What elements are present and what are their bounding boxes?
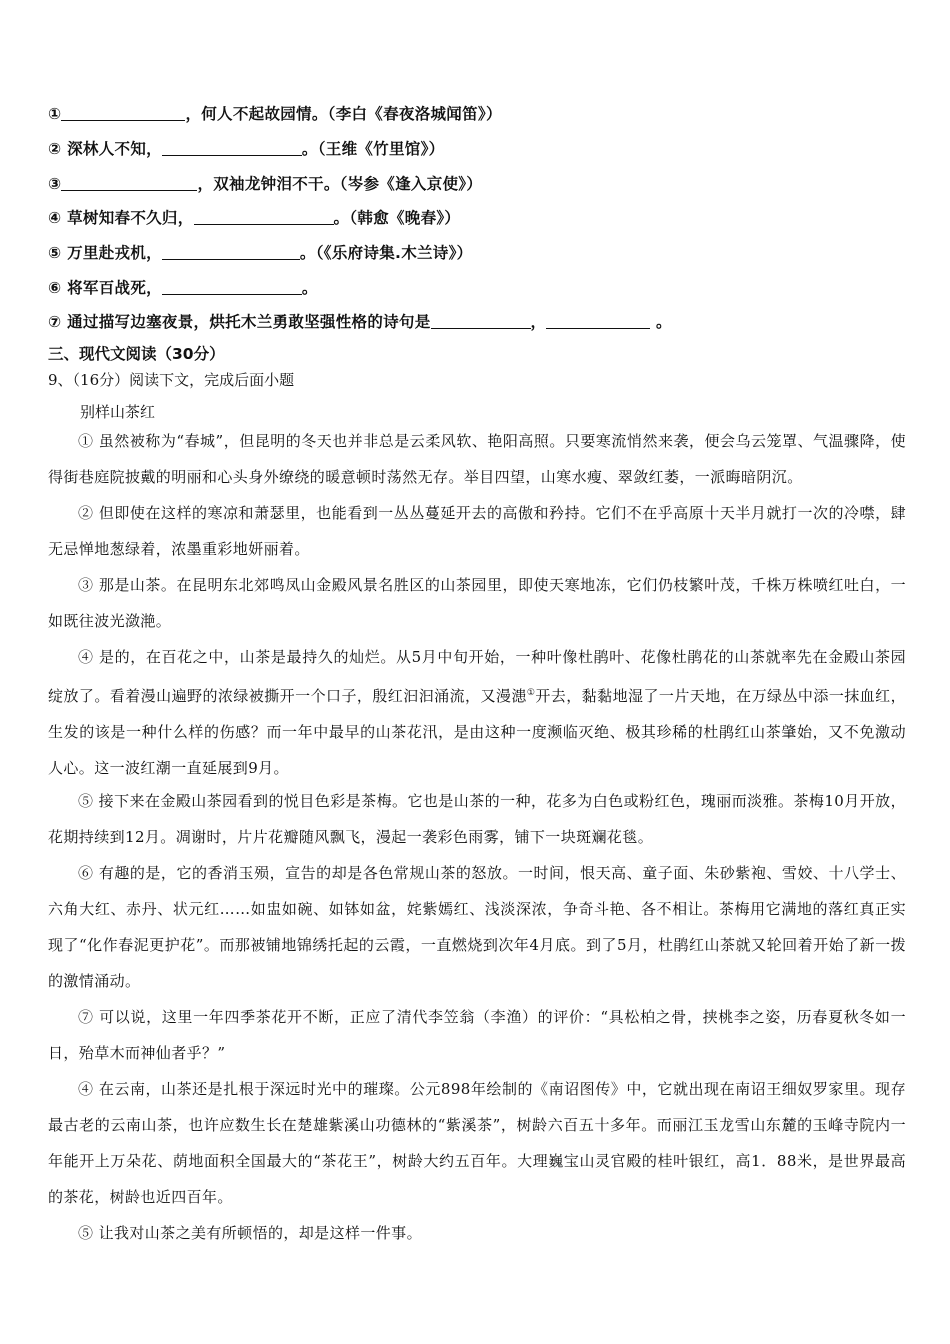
fill-in-question-7: ⑦ 通过描写边塞夜景，烘托木兰勇敢坚强性格的诗句是 ， 。	[48, 313, 672, 331]
fill-in-question-2: ② 深林人不知， 。（王维《竹里馆》）	[48, 140, 445, 158]
paragraph: ⑤ 接下来在金殿山茶园看到的悦目色彩是茶梅。它也是山茶的一种，花多为白色或粉红色，瑰丽而淡雅。茶梅10月开放，花期持续到12月。凋谢时，片片花瓣随风飘飞，漫起一袭彩色雨雾，铺下一块斑斓花毯。	[48, 792, 906, 846]
article-title: 别样山茶红	[80, 403, 156, 421]
paragraph: ④ 是的，在百花之中，山茶是最持久的灿烂。从5月中旬开始，一种叶像杜鹃叶、花像杜鹃花的山茶就率先在金殿山茶园绽放了。看着漫山遍野的浓绿被撕开一个口子，殷红汩汩涌流，又漫漶①开去，黏黏地湿了一片天地，在万绿丛中添一抹血红，生发的该是一种什么样的伤感？而一年中最早的山茶花汛，是由这种一度濒临灭绝、极其珍稀的杜鹃红山茶肇始，又不免激动人心。这一波红潮一直延展到9月。	[48, 648, 906, 777]
section-title: 三、现代文阅读（30分）	[48, 345, 225, 363]
fill-in-question-3: ③ ，双袖龙钟泪不干。（岑参《逢入京使》）	[48, 175, 483, 193]
paragraph: ⑦ 可以说，这里一年四季茶花开不断，正应了清代李笠翁（李渔）的评价：“具松柏之骨，挟桃李之姿，历春夏秋冬如一日，殆草木而神仙者乎？”	[48, 1008, 906, 1062]
question-stem: 9、（16分）阅读下文，完成后面小题	[48, 371, 295, 389]
answer-blank[interactable]	[162, 245, 300, 260]
answer-blank[interactable]	[61, 106, 185, 121]
fill-in-question-6: ⑥ 将军百战死， 。	[48, 279, 318, 297]
paragraph: ④ 在云南，山茶还是扎根于深远时光中的璀璨。公元898年绘制的《南诏图传》中，它就出现在南诏王细奴罗家里。现存最古老的云南山茶，也许应数生长在楚雄紫溪山功德林的“紫溪茶”，树龄六百五十多年。而丽江玉龙雪山东麓的玉峰寺院内一年能开上万朵花、荫地面积全国最大的“茶花王”，树龄大约五百年。大理巍宝山灵官殿的桂叶银红，高1．88米，是世界最高的茶花，树龄也近四百年。	[48, 1080, 906, 1206]
footnote-marker: ①	[526, 688, 536, 698]
paragraph: ① 虽然被称为“春城”，但昆明的冬天也并非总是云柔风软、艳阳高照。只要寒流悄然来袭，便会乌云笼罩、气温骤降，使得街巷庭院披戴的明丽和心头身外缭绕的暖意顿时荡然无存。举目四望，山寒水瘦、翠敛红萎，一派晦暗阴沉。	[48, 432, 906, 486]
fill-in-question-4: ④ 草树知春不久归， 。（韩愈《晚春》）	[48, 209, 461, 227]
answer-blank[interactable]	[162, 280, 302, 295]
paragraph: ② 但即使在这样的寒凉和萧瑟里，也能看到一丛丛蔓延开去的高傲和矜持。它们不在乎高原十天半月就打一次的冷噤，肆无忌惮地葱绿着，浓墨重彩地妍丽着。	[48, 504, 906, 558]
paragraph: ⑥ 有趣的是，它的香消玉殒，宣告的却是各色常规山茶的怒放。一时间，恨天高、童子面、朱砂紫袍、雪姣、十八学士、六角大红、赤丹、状元红……如盅如碗、如钵如盆，姹紫嫣红、浅淡深浓，争奇斗艳、各不相让。茶梅用它满地的落红真正实现了“化作春泥更护花”。而那被铺地锦绣托起的云霞，一直燃烧到次年4月底。到了5月，杜鹃红山茶就又轮回着开始了新一拨的激情涌动。	[48, 864, 906, 990]
fill-in-question-1: ① ，何人不起故园情。（李白《春夜洛城闻笛》）	[48, 105, 502, 123]
answer-blank[interactable]	[162, 141, 302, 156]
answer-blank[interactable]	[194, 210, 334, 225]
paragraph: ⑤ 让我对山茶之美有所顿悟的，却是这样一件事。	[78, 1224, 422, 1242]
paragraph: ③ 那是山茶。在昆明东北郊鸣凤山金殿风景名胜区的山茶园里，即使天寒地冻，它们仍枝繁叶茂，千株万株喷红吐白，一如既往波光潋滟。	[48, 576, 906, 630]
answer-blank[interactable]	[431, 314, 531, 329]
answer-blank[interactable]	[61, 176, 197, 191]
fill-in-question-5: ⑤ 万里赴戎机， 。（《乐府诗集.木兰诗》）	[48, 244, 473, 262]
answer-blank[interactable]	[546, 314, 650, 329]
